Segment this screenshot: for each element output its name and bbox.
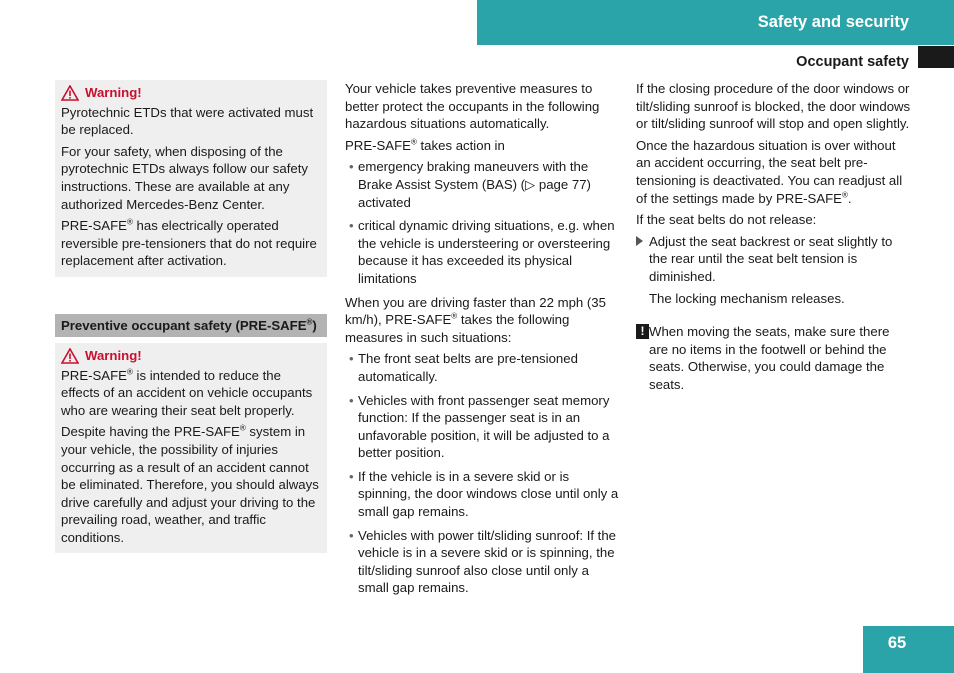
warning-text: Despite having the PRE-SAFE® system in your vehicle, the possibility of injuries occurring as a result of an accident cannot be eliminated. Therefore, you should always drive carefully and adjust your driving to the prevailing road, weather, and traffic conditions. <box>61 423 319 545</box>
list-item: • If the vehicle is in a severe skid or is spinning, the door windows close until only a small gap remains. <box>345 468 621 521</box>
warning-text: PRE-SAFE® has electrically operated reversible pre-tensioners that do not require replacement after activation. <box>61 217 317 269</box>
warning-title: Warning! <box>85 347 142 363</box>
warning-title: Warning! <box>85 85 142 100</box>
instruction-step: Adjust the seat backrest or seat slightly to the rear until the seat belt tension is diminished. <box>636 233 912 286</box>
list-item: • Vehicles with power tilt/sliding sunroof: If the vehicle is in a severe skid or is spinning, the tilt/sliding sunroof also close until only a small gap remains. <box>345 527 621 597</box>
action-paragraph: PRE-SAFE® takes action in <box>345 137 505 153</box>
page-number: 65 <box>887 634 907 652</box>
list-item: • Vehicles with front passenger seat memory function: If the passenger seat is in an unfavorable position, it will be adjusted to a better position. <box>345 392 621 462</box>
warning-box-presafe <box>55 343 327 554</box>
preventive-safety-heading: Preventive occupant safety (PRE-SAFE®) <box>55 314 327 337</box>
subsection-title: Occupant safety <box>796 54 909 70</box>
column-middle <box>345 80 621 603</box>
warning-text: For your safety, when disposing of the pyrotechnic ETDs always follow our safety instructions. These are available at any authorized Mercedes-Benz Center. <box>61 143 308 212</box>
speed-paragraph: When you are driving faster than 22 mph (35 km/h), PRE-SAFE® takes the following measures in such situations: <box>345 294 606 345</box>
warning-text: PRE-SAFE® is intended to reduce the effects of an accident on vehicle occupants who are wearing their seat belt properly. <box>61 367 313 418</box>
section-title: Safety and security <box>757 13 909 31</box>
situations-list <box>345 158 621 287</box>
list-item: • critical dynamic driving situations, e.g. when the vehicle is understeering or oversteering because it has exceeded its physical limitations <box>345 217 621 287</box>
measures-list <box>345 350 621 597</box>
warning-box-etd <box>55 80 327 277</box>
list-item: • emergency braking maneuvers with the Brake Assist System (BAS) (▷ page 77) activated <box>345 158 621 211</box>
warning-triangle-icon <box>61 348 79 364</box>
column-left <box>55 80 327 553</box>
page-number-box <box>863 626 954 673</box>
warning-heading <box>61 347 321 365</box>
chapter-edge-tab <box>918 46 954 68</box>
list-item: • The front seat belts are pre-tensioned automatically. <box>345 350 621 385</box>
caution-note: ! When moving the seats, make sure there are no items in the footwell or behind the seats. Otherwise, you could damage the seats. <box>636 323 912 393</box>
deactivation-paragraph: Once the hazardous situation is over without an accident occurring, the seat belt pre-tensioning is deactivated. You can readjust all of the settings made by PRE-SAFE®. <box>636 137 903 206</box>
seat-belt-paragraph: If the seat belts do not release: <box>636 212 817 228</box>
warning-triangle-icon <box>61 85 79 101</box>
warning-heading <box>61 84 321 102</box>
closing-procedure-paragraph: If the closing procedure of the door windows or tilt/sliding sunroof is blocked, the door windows or tilt/sliding sunroof will stop and open slightly. <box>636 81 911 132</box>
step-result: The locking mechanism releases. <box>649 290 845 306</box>
intro-paragraph: Your vehicle takes preventive measures to better protect the occupants in the following hazardous situations automatically. <box>345 81 600 132</box>
column-right <box>636 80 912 394</box>
exclamation-icon: ! <box>636 324 649 339</box>
arrow-right-icon <box>636 236 643 246</box>
warning-text: Pyrotechnic ETDs that were activated must be replaced. <box>61 104 314 138</box>
